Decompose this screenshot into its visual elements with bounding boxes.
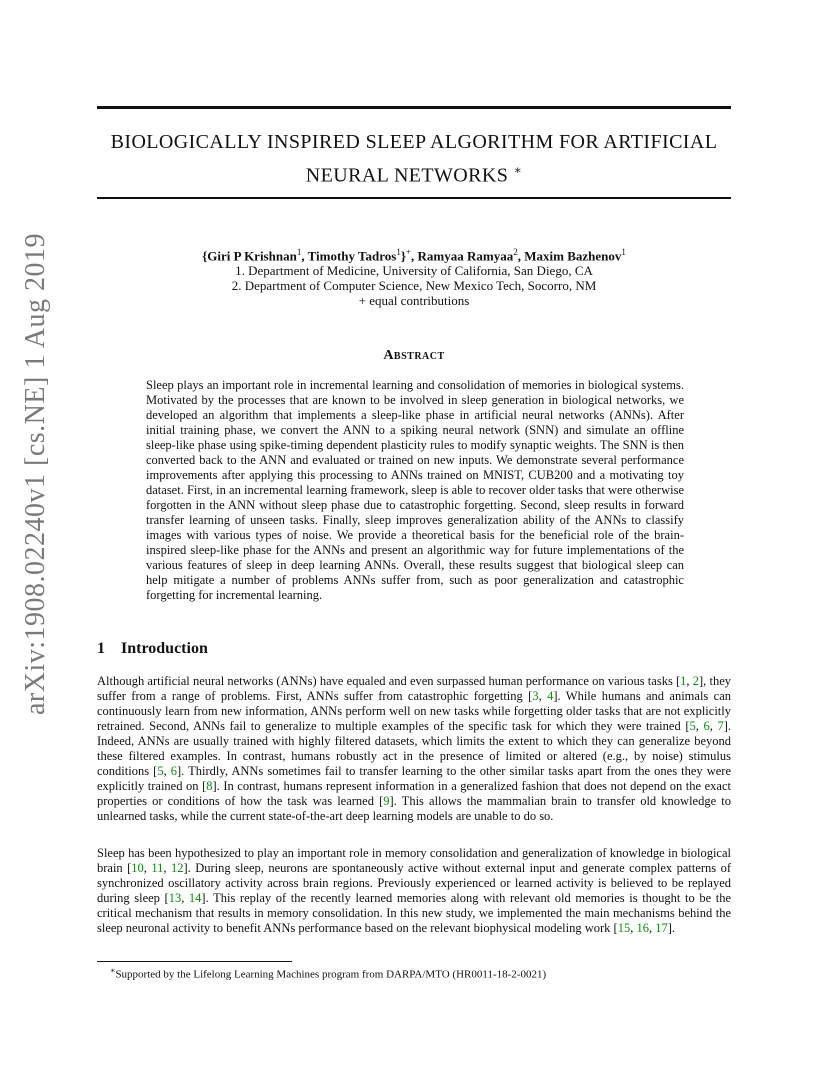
citation-link[interactable]: 6 bbox=[170, 764, 178, 778]
citation-link[interactable]: 2 bbox=[692, 674, 699, 688]
footnote bbox=[110, 964, 730, 982]
citation-link[interactable]: 9 bbox=[383, 794, 390, 808]
author-brace-open: { bbox=[202, 248, 208, 264]
paragraph-text: , bbox=[686, 674, 693, 688]
section-number: 1 bbox=[97, 640, 105, 657]
paragraph-text: , bbox=[648, 921, 656, 935]
paragraph-text: , bbox=[163, 764, 171, 778]
citation-link[interactable]: 5 bbox=[157, 764, 164, 778]
paper-title bbox=[97, 128, 731, 190]
equal-contribution-mark: + bbox=[405, 247, 412, 257]
citation-link[interactable]: 14 bbox=[188, 891, 202, 905]
paragraph-text: ]. Indeed, ANNs are usually trained with highly filtered datasets, which limits the extent to which they can generalize beyond these filtered examples. In contrast, humans robustly act in the presence of limited or altered (e.g., by noise) stimulus conditions [ bbox=[97, 719, 731, 778]
paragraph-text: Although artificial neural networks (ANNs) have equaled and even surpassed human performance on various tasks [ bbox=[97, 674, 681, 688]
paragraph-text: Sleep has been hypothesized to play an important role in memory consolidation and generalization of knowledge in biological brain [ bbox=[97, 846, 731, 875]
citation-link[interactable]: 16 bbox=[636, 921, 649, 935]
author-block bbox=[97, 245, 731, 308]
introduction-paragraph-1 bbox=[97, 674, 731, 824]
arxiv-identifier-stamp: arXiv:1908.02240v1 [cs.NE] 1 Aug 2019 bbox=[20, 232, 51, 716]
author-names bbox=[97, 245, 731, 263]
citation-link[interactable]: 17 bbox=[655, 921, 668, 935]
citation-link[interactable]: 11 bbox=[151, 861, 164, 875]
citation-link[interactable]: 5 bbox=[689, 719, 696, 733]
introduction-paragraph-2 bbox=[97, 846, 731, 936]
section-heading-introduction bbox=[97, 640, 731, 658]
affiliation-1: 1. Department of Medicine, University of California, San Diego, CA bbox=[235, 263, 593, 279]
abstract-heading: Abstract bbox=[383, 348, 445, 363]
footnote-text: Supported by the Lifelong Learning Machines program from DARPA/MTO (HR0011-18-2-0021) bbox=[115, 968, 547, 981]
citation-link[interactable]: 6 bbox=[703, 719, 710, 733]
footnote-mark: ∗ bbox=[110, 966, 116, 975]
abstract-body: Sleep plays an important role in incremental learning and consolidation of memories in biological systems. Motivated by the processes that are known to be involved in sleep generation in biological networks, we developed an algorithm that implements a sleep-like phase in artificial neural networks (ANNs). After initial training phase, we convert the ANN to a spiking neural network (SNN) and simulate an offline sleep-like phase using spike-timing dependent plasticity rules to modify synaptic weights. The SNN is then converted back to the ANN and evaluated or trained on new inputs. We demonstrate several performance improvements after applying this processing to ANNs trained on MNIST, CUB200 and a motivating toy dataset. First, in an incremental learning framework, sleep is able to recover older tasks that were otherwise forgotten in the ANN without sleep phase due to catastrophic forgetting. Second, sleep results in forward transfer learning of unseen tasks. Finally, sleep improves generalization ability of the ANNs to classify images with various types of noise. We provide a theoretical basis for the beneficial role of the brain-inspired sleep-like phase for the ANNs and present an algorithmic way for future implementations of the various features of sleep in deep learning ANNs. Overall, these results suggest that biological sleep can help mitigate a number of problems ANNs suffer from, such as poor generalization and catastrophic forgetting for incremental learning. bbox=[146, 378, 684, 602]
paragraph-text: ]. bbox=[667, 921, 675, 935]
paragraph-text: ]. In contrast, humans represent information in a generalized fashion that does not depend on the exact properties or conditions of how the task was learned [ bbox=[97, 779, 732, 808]
paragraph-text: , bbox=[163, 861, 171, 875]
author-separator: , bbox=[517, 248, 525, 264]
author-krishnan: Giri P Krishnan bbox=[207, 248, 297, 264]
author-bazhenov-affil: 1 bbox=[621, 247, 626, 257]
citation-link[interactable]: 4 bbox=[547, 689, 554, 703]
title-line-1 bbox=[97, 128, 731, 156]
paragraph-text: , bbox=[695, 719, 704, 733]
affiliation-2: 2. Department of Computer Science, New Mexico Tech, Socorro, NM bbox=[231, 278, 597, 294]
paragraph-text: , bbox=[143, 861, 152, 875]
author-brace-close: } bbox=[400, 248, 406, 264]
paragraph-text: , bbox=[538, 689, 548, 703]
title-line-2-text: NEURAL NETWORKS bbox=[305, 164, 509, 187]
title-line-2 bbox=[97, 156, 731, 190]
citation-link[interactable]: 8 bbox=[206, 779, 213, 793]
author-separator: , bbox=[301, 248, 308, 264]
paragraph-text: ]. While humans and animals can continuously learn from new information, ANNs perform well on new tasks while forgetting older tasks that are not explicitly retrained. Second, ANNs fail to generalize to multiple examples of the specific task for which they were trained [ bbox=[97, 689, 732, 733]
author-krishnan-affil: 1 bbox=[296, 247, 302, 257]
author-bazhenov: Maxim Bazhenov bbox=[524, 248, 622, 264]
author-tadros: Timothy Tadros bbox=[307, 248, 397, 264]
title-initial: B bbox=[110, 131, 125, 153]
paragraph-text: ]. Thirdly, ANNs sometimes fail to transfer learning to the other similar tasks apart from the ones they were explicitly trained on [ bbox=[97, 764, 732, 793]
citation-link[interactable]: 13 bbox=[168, 891, 182, 905]
citation-link[interactable]: 3 bbox=[532, 689, 539, 703]
paragraph-text: ]. This allows the mammalian brain to transfer old knowledge to unlearned tasks, while the current state-of-the-art deep learning models are unable to do so. bbox=[97, 794, 731, 823]
paragraph-text: ], they suffer from a range of problems. First, ANNs suffer from catastrophic forgetting [ bbox=[97, 674, 732, 703]
author-separator: , bbox=[411, 248, 418, 264]
title-rule-top bbox=[97, 106, 731, 109]
citation-link[interactable]: 15 bbox=[617, 921, 631, 935]
citation-link[interactable]: 10 bbox=[131, 861, 144, 875]
paragraph-text: ]. This replay of the recently learned memories along with relevant old memories is thought to be the critical mechanism that results in memory consolidation. In this new study, we implemented the main mechanisms behind the sleep neuronal activity to benefit ANNs performance based on the relevant biophysical modeling work [ bbox=[97, 891, 731, 935]
paragraph-text: , bbox=[630, 921, 637, 935]
paragraph-text: , bbox=[181, 891, 189, 905]
title-line-1-rest: IOLOGICALLY INSPIRED SLEEP ALGORITHM FOR ARTIFICIAL bbox=[124, 131, 718, 153]
title-rule-bottom bbox=[97, 197, 731, 199]
citation-link[interactable]: 1 bbox=[680, 674, 687, 688]
title-footnote-mark: ∗ bbox=[513, 163, 523, 177]
author-ramyaa: Ramyaa Ramyaa bbox=[417, 248, 514, 264]
section-title: Introduction bbox=[121, 640, 208, 657]
author-tadros-affil: 1 bbox=[396, 247, 401, 257]
footnote-rule bbox=[97, 961, 292, 962]
equal-contribution-note: + equal contributions bbox=[358, 293, 470, 309]
citation-link[interactable]: 12 bbox=[171, 861, 184, 875]
citation-link[interactable]: 7 bbox=[717, 719, 724, 733]
paragraph-text: ]. During sleep, neurons are spontaneously active without external input and generate complex patterns of synchronized oscillatory activity across brain regions. Previously experienced or learned activity is believed to be replayed during sleep [ bbox=[97, 861, 732, 905]
author-ramyaa-affil: 2 bbox=[513, 247, 518, 257]
paragraph-text: , bbox=[709, 719, 718, 733]
